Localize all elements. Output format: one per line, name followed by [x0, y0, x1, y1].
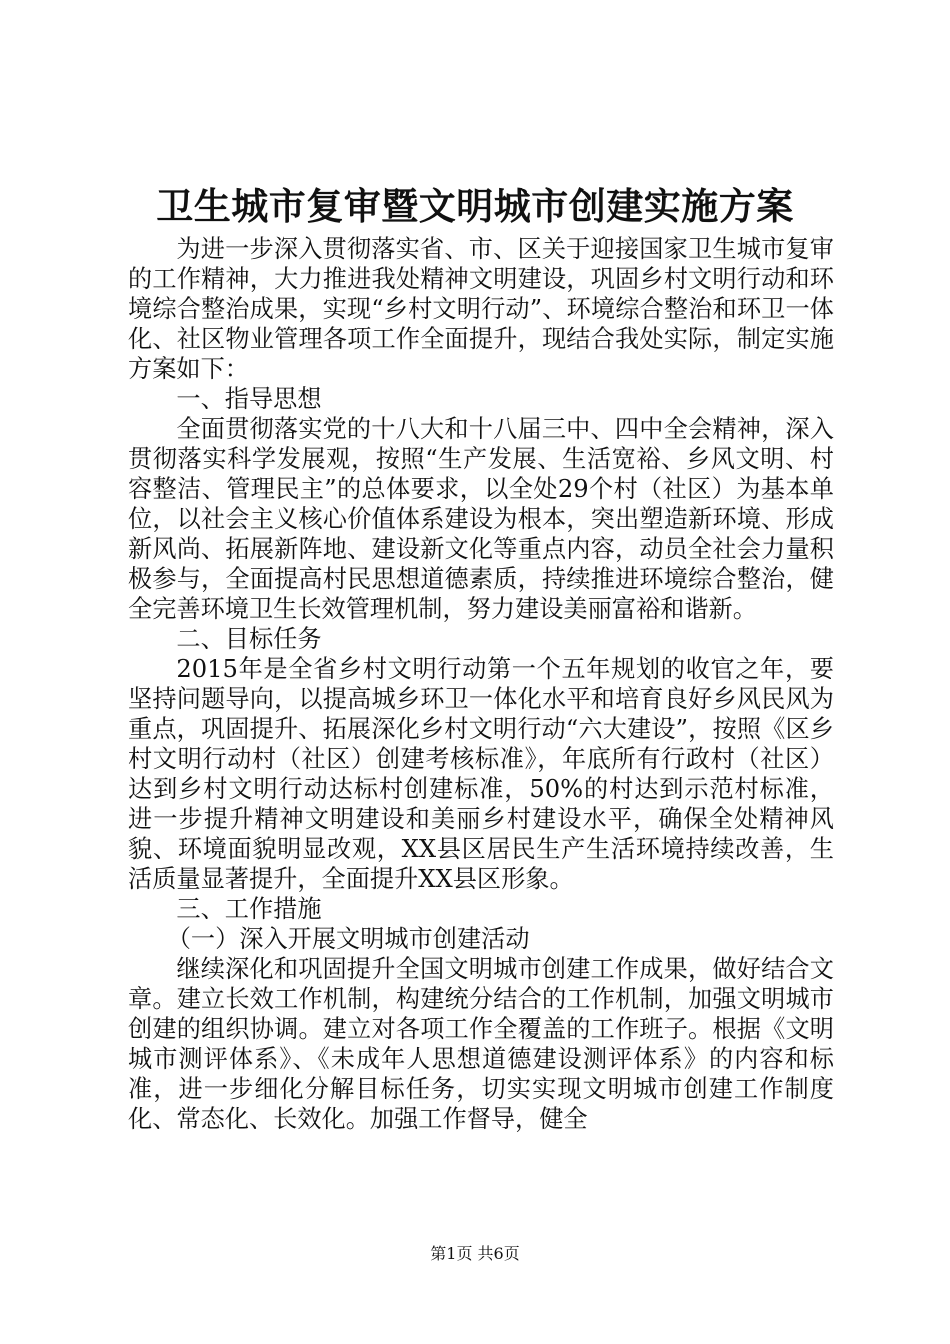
- section-heading-targets: 二、目标任务: [176, 625, 322, 653]
- section-heading-guiding-thought: 一、指导思想: [176, 385, 322, 413]
- intro-paragraph: 为进一步深入贯彻落实省、市、区关于迎接国家卫生城市复审的工作精神，大力推进我处精神文明建设，巩固乡村文明行动和环境综合整治成果，实现“乡村文明行动”、环境综合整治和环卫一体化、社区物业管理各项工作全面提升，现结合我处实际，制定实施方案如下：: [128, 235, 834, 383]
- document-title: 卫生城市复审暨文明城市创建实施方案: [156, 184, 794, 228]
- page-footer: 第1页 共6页: [430, 1244, 520, 1263]
- subsection-heading-civilized-city: （一）深入开展文明城市创建活动: [166, 925, 530, 953]
- targets-paragraph: 2015年是全省乡村文明行动第一个五年规划的收官之年，要坚持问题导向，以提高城乡环卫一体化水平和培育良好乡风民风为重点，巩固提升、拓展深化乡村文明行动“六大建设”，按照《区乡村文明行动村（社区）创建考核标准》，年底所有行政村（社区）达到乡村文明行动达标村创建标准，50%的村达到示范村标准，进一步提升精神文明建设和美丽乡村建设水平，确保全处精神风貌、环境面貌明显改观，XX县区居民生产生活环境持续改善，生活质量显著提升，全面提升XX县区形象。: [128, 655, 834, 893]
- section-heading-measures: 三、工作措施: [176, 895, 322, 923]
- guiding-thought-paragraph: 全面贯彻落实党的十八大和十八届三中、四中全会精神，深入贯彻落实科学发展观，按照“生产发展、生活宽裕、乡风文明、村容整洁、管理民主”的总体要求，以全处29个村（社区）为基本单位，以社会主义核心价值体系建设为根本，突出塑造新环境、形成新风尚、拓展新阵地、建设新文化等重点内容，动员全社会力量积极参与，全面提高村民思想道德素质，持续推进环境综合整治，健全完善环境卫生长效管理机制，努力建设美丽富裕和谐新。: [128, 415, 834, 623]
- document-body: [128, 234, 834, 1134]
- civilized-city-paragraph: 继续深化和巩固提升全国文明城市创建工作成果，做好结合文章。建立长效工作机制，构建统分结合的工作机制，加强文明城市创建的组织协调。建立对各项工作全覆盖的工作班子。根据《文明城市测评体系》、《未成年人思想道德建设测评体系》的内容和标准，进一步细化分解目标任务，切实实现文明城市创建工作制度化、常态化、长效化。加强工作督导，健全: [128, 955, 834, 1133]
